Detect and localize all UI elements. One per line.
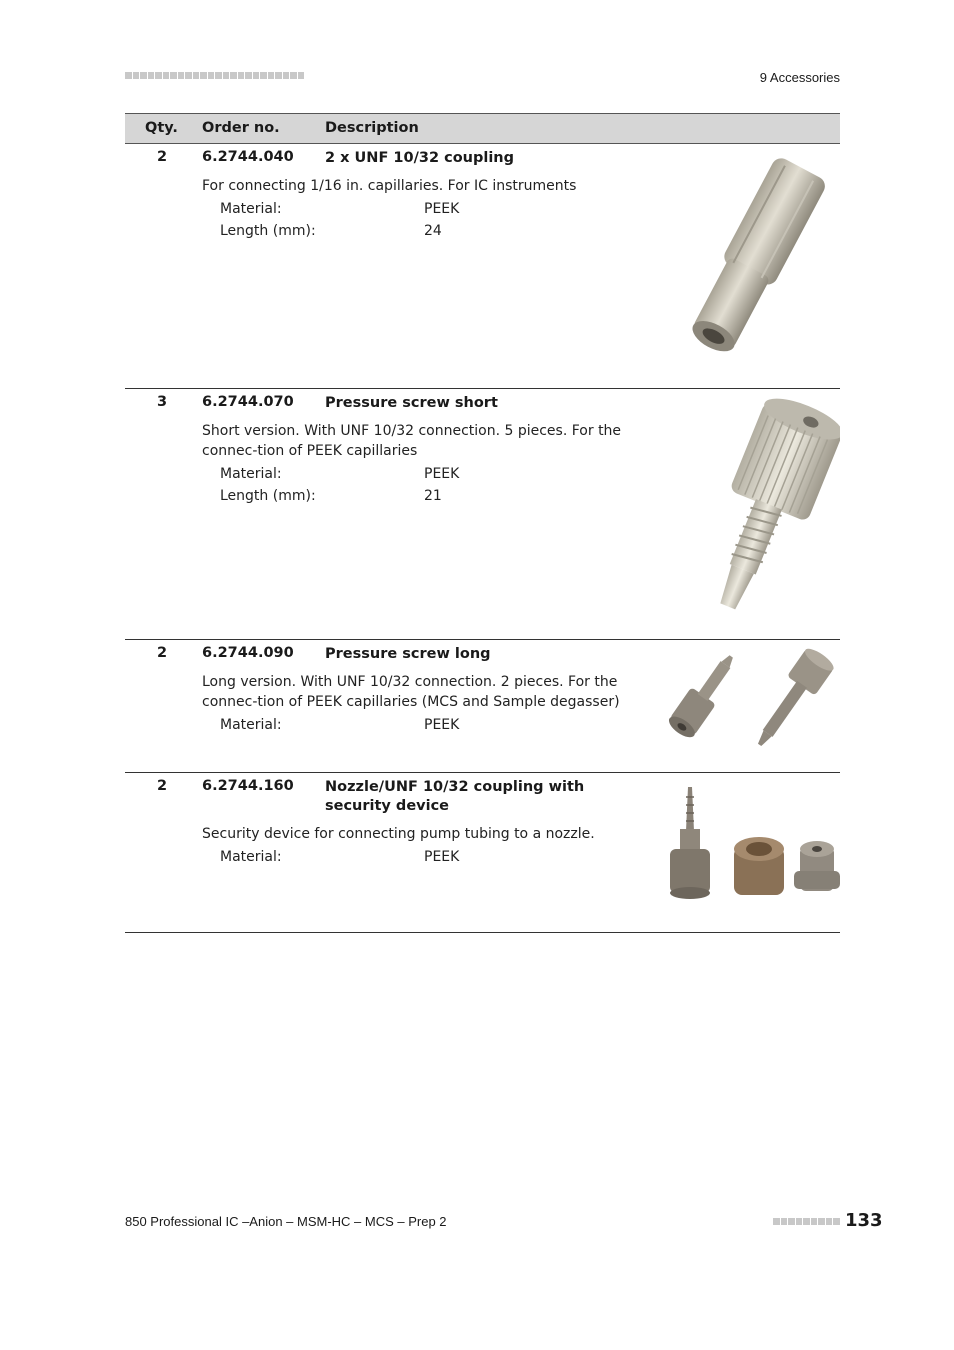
property-material bbox=[220, 201, 620, 217]
row-description: Short version. With UNF 10/32 connection. 5 pieces. For the connec-tion of PEEK capillaries bbox=[202, 423, 622, 459]
row-qty: 2 bbox=[157, 149, 168, 165]
property-value: PEEK bbox=[424, 466, 460, 482]
row-description: For connecting 1/16 in. capillaries. For IC instruments bbox=[202, 178, 577, 194]
column-header-qty: Qty. bbox=[145, 120, 178, 136]
row-title: 2 x UNF 10/32 coupling bbox=[325, 150, 515, 166]
column-header-description: Description bbox=[325, 120, 419, 136]
row-order-no: 6.2744.090 bbox=[202, 645, 294, 661]
property-material bbox=[220, 849, 620, 865]
footer-decoration bbox=[773, 1218, 840, 1225]
row-title: Pressure screw short bbox=[325, 395, 498, 411]
property-length bbox=[220, 223, 620, 239]
row-qty: 3 bbox=[157, 394, 168, 410]
header-decoration bbox=[125, 72, 304, 79]
property-material bbox=[220, 466, 620, 482]
property-label: Material: bbox=[220, 717, 282, 733]
pressure-screw-long-image bbox=[666, 645, 840, 755]
property-length bbox=[220, 488, 620, 504]
property-value: 21 bbox=[424, 488, 442, 504]
property-material bbox=[220, 717, 620, 733]
property-label: Material: bbox=[220, 201, 282, 217]
column-header-order-no: Order no. bbox=[202, 120, 280, 136]
row-description: Security device for connecting pump tubing to a nozzle. bbox=[202, 826, 595, 842]
row-title: Nozzle/UNF 10/32 coupling with security device bbox=[325, 779, 585, 814]
row-description: Long version. With UNF 10/32 connection. 2 pieces. For the connec-tion of PEEK capillaries (MCS and Sample degasser) bbox=[202, 674, 620, 710]
coupling-image bbox=[666, 148, 840, 376]
row-order-no: 6.2744.040 bbox=[202, 149, 294, 165]
pressure-screw-short-image bbox=[666, 391, 840, 625]
property-value: PEEK bbox=[424, 201, 460, 217]
table-row bbox=[125, 773, 840, 933]
table-row bbox=[125, 389, 840, 640]
accessories-table bbox=[125, 113, 840, 933]
property-label: Length (mm): bbox=[220, 223, 316, 239]
property-label: Material: bbox=[220, 849, 282, 865]
nozzle-coupling-image bbox=[666, 781, 840, 917]
page-number: 133 bbox=[845, 1210, 883, 1231]
row-qty: 2 bbox=[157, 645, 168, 661]
table-row bbox=[125, 640, 840, 773]
row-order-no: 6.2744.070 bbox=[202, 394, 294, 410]
table-header bbox=[125, 113, 840, 144]
property-value: PEEK bbox=[424, 717, 460, 733]
row-order-no: 6.2744.160 bbox=[202, 778, 294, 794]
document-title: 850 Professional IC –Anion – MSM-HC – MCS – Prep 2 bbox=[125, 1214, 447, 1229]
row-title: Pressure screw long bbox=[325, 646, 491, 662]
property-label: Length (mm): bbox=[220, 488, 316, 504]
property-value: 24 bbox=[424, 223, 442, 239]
chapter-title: 9 Accessories bbox=[759, 70, 840, 85]
property-value: PEEK bbox=[424, 849, 460, 865]
table-row bbox=[125, 144, 840, 389]
property-label: Material: bbox=[220, 466, 282, 482]
row-qty: 2 bbox=[157, 778, 168, 794]
